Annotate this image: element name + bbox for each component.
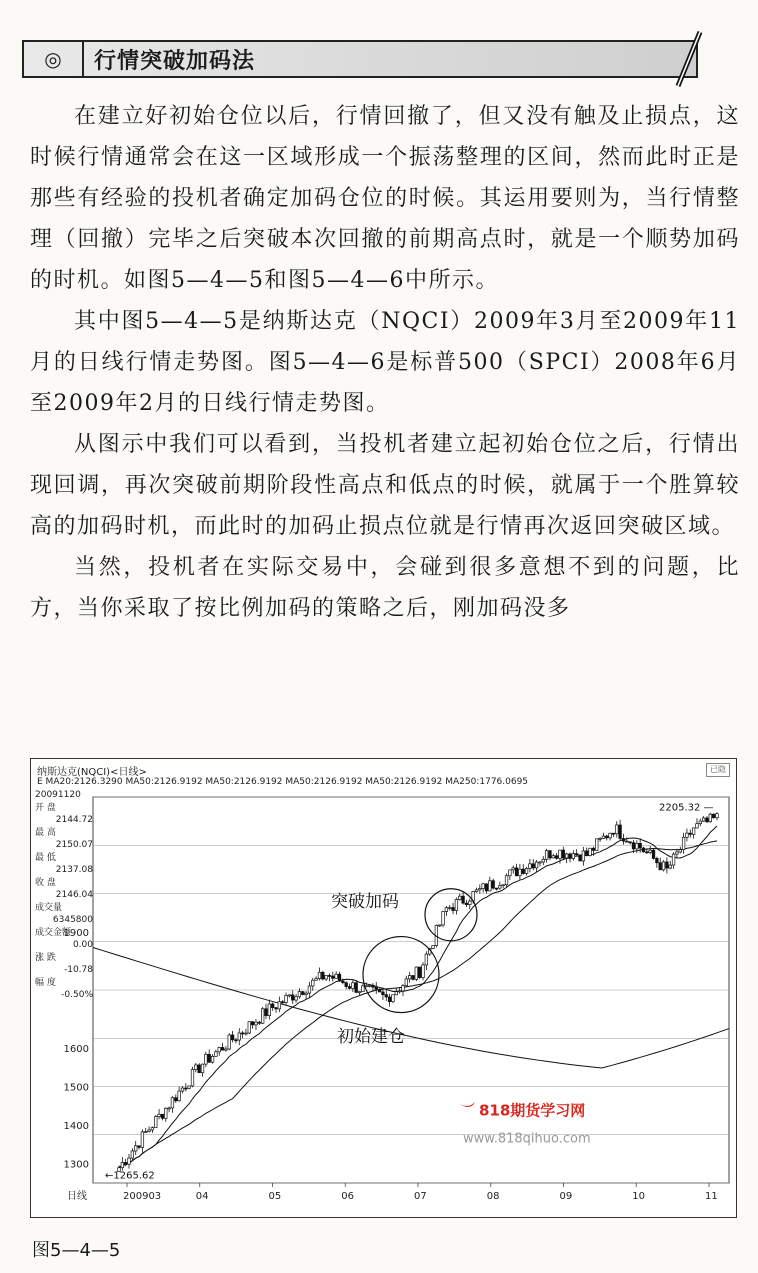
low-price-label: ←1265.62 xyxy=(105,1170,155,1182)
candle-body xyxy=(502,885,505,886)
candle-body xyxy=(682,837,685,849)
info-label: 开 盘 xyxy=(35,802,56,813)
candle-body xyxy=(388,997,391,1002)
candle-body xyxy=(539,862,542,863)
info-label: 收 盘 xyxy=(35,877,56,888)
info-value: -10.78 xyxy=(63,965,93,975)
candle-body xyxy=(625,841,628,842)
candle-body xyxy=(479,889,482,890)
ma250-line xyxy=(93,948,729,1068)
candle-body xyxy=(298,992,301,997)
candle-body xyxy=(358,992,361,993)
paragraph: 从图示中我们可以看到，当投机者建立起初始仓位之后，行情出现回调，再次突破前期阶段性高点和低点的时候，就属于一个胜算较高的加码时机，而此时的加码止损点位就是行情再次返回突破区域。 xyxy=(30,432,740,539)
candle-body xyxy=(455,899,458,910)
candle-body xyxy=(489,881,492,891)
info-label: 成交量 xyxy=(35,902,63,913)
info-value: 2144.72 xyxy=(55,815,93,825)
candle-body xyxy=(432,946,435,949)
x-axis-prefix: 日线 xyxy=(67,1191,87,1202)
candle-body xyxy=(485,884,488,891)
candle-body xyxy=(595,839,598,851)
candle-body xyxy=(569,854,572,858)
candle-body xyxy=(144,1132,147,1133)
candle-body xyxy=(275,1008,278,1009)
candle-body xyxy=(679,850,682,852)
candle-body xyxy=(452,908,455,911)
candle-body xyxy=(669,865,672,868)
section-header xyxy=(22,40,698,78)
candle-body xyxy=(532,864,535,868)
candle-body xyxy=(161,1114,164,1118)
candle-body xyxy=(141,1132,144,1147)
x-tick-label: 200903 xyxy=(123,1191,162,1202)
candle-body xyxy=(218,1047,221,1051)
candle-body xyxy=(392,995,395,1002)
x-tick-label: 04 xyxy=(195,1191,209,1202)
y-tick-label: 1300 xyxy=(63,1159,89,1171)
candle-body xyxy=(241,1033,244,1034)
candle-body xyxy=(271,1004,274,1008)
section-title: 行情突破加码法 xyxy=(94,49,256,74)
candle-body xyxy=(134,1146,137,1151)
candle-body xyxy=(121,1162,124,1167)
candle-body xyxy=(716,814,719,818)
candle-body xyxy=(248,1022,251,1033)
candle-body xyxy=(138,1146,141,1148)
candle-body xyxy=(696,824,699,828)
candle-body xyxy=(185,1088,188,1089)
candle-body xyxy=(499,886,502,888)
candle-body xyxy=(639,843,642,848)
candle-body xyxy=(378,989,381,992)
candle-body xyxy=(191,1069,194,1085)
candle-body xyxy=(305,993,308,994)
candle-body xyxy=(238,1033,241,1040)
candle-body xyxy=(281,1002,284,1003)
candle-body xyxy=(702,818,705,821)
watermark-url: www.818qihuo.com xyxy=(463,1131,591,1147)
candle-body xyxy=(158,1114,161,1116)
info-label: 幅 度 xyxy=(35,977,56,988)
candle-body xyxy=(629,842,632,843)
info-date: 20091120 xyxy=(35,790,81,800)
candle-body xyxy=(656,858,659,862)
candle-body xyxy=(565,854,568,858)
candle-body xyxy=(375,987,378,989)
candle-body xyxy=(672,854,675,865)
high-price-label: 2205.32 — xyxy=(659,802,714,814)
candle-body xyxy=(525,869,528,874)
info-label: 成交金额 xyxy=(35,927,72,938)
candle-body xyxy=(589,848,592,855)
candle-body xyxy=(268,1004,271,1016)
candle-body xyxy=(178,1091,181,1101)
candle-body xyxy=(468,901,471,905)
info-label: 最 低 xyxy=(35,852,56,863)
candle-body xyxy=(188,1086,191,1088)
annotation-initial: 初始建仓 xyxy=(337,1027,405,1048)
candle-body xyxy=(579,855,582,861)
candle-body xyxy=(686,833,689,837)
candle-body xyxy=(505,876,508,885)
candle-body xyxy=(585,851,588,856)
y-tick-label: 1400 xyxy=(63,1121,89,1133)
candle-body xyxy=(291,995,294,1000)
candle-body xyxy=(288,995,291,996)
chart-title: 纳斯达克(NQCI)<日线> xyxy=(37,767,147,778)
candle-body xyxy=(335,974,338,978)
candle-body xyxy=(154,1117,157,1128)
chart-figure xyxy=(30,758,737,1218)
candle-body xyxy=(699,821,702,824)
candle-body xyxy=(205,1054,208,1064)
candle-body xyxy=(198,1065,201,1073)
candle-body xyxy=(465,903,468,905)
candle-body xyxy=(328,975,331,976)
candle-body xyxy=(171,1098,174,1108)
candlestick-chart xyxy=(31,759,735,1215)
candle-body xyxy=(712,814,715,818)
candle-body xyxy=(261,1009,264,1023)
candle-body xyxy=(522,869,525,873)
info-value: 6345800 xyxy=(52,915,93,925)
annotation-breakout: 突破加码 xyxy=(331,892,399,913)
candle-body xyxy=(325,975,328,979)
candle-body xyxy=(692,828,695,834)
info-value: 0.00 xyxy=(72,940,93,950)
candle-body xyxy=(151,1128,154,1130)
candle-body xyxy=(542,859,545,862)
candle-body xyxy=(425,954,428,965)
candle-body xyxy=(342,981,345,983)
candle-body xyxy=(649,850,652,852)
candle-body xyxy=(124,1162,127,1164)
candle-body xyxy=(164,1108,167,1118)
candle-body xyxy=(706,818,709,822)
candle-body xyxy=(602,836,605,838)
candle-body xyxy=(482,884,485,889)
candle-body xyxy=(315,979,318,981)
candle-body xyxy=(545,851,548,860)
candle-body xyxy=(395,992,398,995)
initial-position-circle xyxy=(363,937,439,1013)
ma-long-line xyxy=(119,841,717,1168)
candle-body xyxy=(632,843,635,849)
candle-body xyxy=(529,864,532,869)
candle-body xyxy=(255,1022,258,1025)
candle-body xyxy=(549,851,552,858)
candle-body xyxy=(662,862,665,870)
x-tick-label: 11 xyxy=(705,1191,718,1202)
candle-body xyxy=(462,896,465,903)
info-label: 涨 跌 xyxy=(35,952,56,963)
candle-body xyxy=(609,833,612,838)
candle-body xyxy=(332,976,335,978)
candle-body xyxy=(372,985,375,987)
candle-body xyxy=(285,995,288,1002)
info-value: 2150.07 xyxy=(55,840,93,850)
ma-short-line xyxy=(119,826,717,1168)
ma-legend: E MA20:2126.3290 MA50:2126.9192 MA50:2126.9192 MA50:2126.9192 MA50:2126.9192 MA250:1776.0695 xyxy=(37,777,529,787)
candle-body xyxy=(572,854,575,859)
candle-body xyxy=(345,983,348,987)
candle-body xyxy=(225,1049,228,1050)
candle-body xyxy=(211,1056,214,1062)
candle-body xyxy=(174,1098,177,1101)
candle-body xyxy=(559,850,562,858)
candle-body xyxy=(168,1108,171,1109)
info-value: -0.50% xyxy=(61,990,93,1000)
candle-body xyxy=(201,1064,204,1073)
candle-body xyxy=(709,814,712,822)
candle-body xyxy=(442,911,445,925)
candle-body xyxy=(308,986,311,993)
candle-body xyxy=(605,836,608,838)
candle-body xyxy=(355,983,358,993)
paragraph: 在建立好初始仓位以后，行情回撤了，但又没有触及止损点，这时候行情通常会在这一区域形成一个振荡整理的区间，然而此时正是那些有经验的投机者确定加码仓位的时候。其运用要则为，当行情整理（回撤）完毕之后突破本次回撤的前期高点时，就是一个顺势加码的时机。如图5—4—5和图5—4—6中所示。 xyxy=(30,104,740,293)
candle-body xyxy=(311,980,314,986)
candle-body xyxy=(689,833,692,834)
candle-body xyxy=(208,1054,211,1062)
candle-body xyxy=(245,1033,248,1034)
candle-body xyxy=(582,851,585,861)
candle-body xyxy=(405,979,408,986)
y-tick-label: 1600 xyxy=(63,1043,89,1055)
bullseye-icon: ◎ xyxy=(24,42,84,76)
candle-body xyxy=(408,976,411,979)
candle-body xyxy=(509,870,512,876)
candle-body xyxy=(382,992,385,995)
x-tick-label: 10 xyxy=(632,1191,645,1202)
candle-body xyxy=(412,976,415,980)
candle-body xyxy=(368,985,371,986)
candle-body xyxy=(321,972,324,979)
candle-body xyxy=(515,868,518,876)
y-tick-label: 1900 xyxy=(63,928,89,940)
candle-body xyxy=(251,1022,254,1025)
x-tick-label: 08 xyxy=(486,1191,500,1202)
info-value: 2146.04 xyxy=(55,890,93,900)
candle-body xyxy=(338,974,341,981)
body-text xyxy=(30,96,740,629)
candle-body xyxy=(666,862,669,868)
candle-body xyxy=(228,1035,231,1049)
candle-body xyxy=(646,852,649,853)
candle-body xyxy=(512,868,515,870)
candle-body xyxy=(148,1130,151,1132)
candle-body xyxy=(352,983,355,989)
candle-body xyxy=(215,1052,218,1057)
candle-body xyxy=(385,995,388,997)
breakout-circle xyxy=(425,889,477,941)
candle-body xyxy=(195,1065,198,1070)
candle-body xyxy=(636,843,639,849)
candle-body xyxy=(642,848,645,852)
candle-body xyxy=(448,908,451,909)
chart-control-button[interactable]: 已隐 xyxy=(706,763,730,777)
candle-body xyxy=(619,825,622,839)
candle-body xyxy=(445,908,448,912)
pen-icon xyxy=(668,28,708,92)
candle-body xyxy=(495,888,498,889)
candle-body xyxy=(438,925,441,926)
x-tick-label: 07 xyxy=(414,1191,427,1202)
candle-body xyxy=(235,1040,238,1041)
info-label: 最 高 xyxy=(35,827,56,838)
candle-body xyxy=(348,987,351,989)
candle-body xyxy=(415,967,418,979)
candle-body xyxy=(592,848,595,850)
candle-body xyxy=(231,1035,234,1040)
candle-body xyxy=(181,1088,184,1091)
paragraph: 当然，投机者在实际交易中，会碰到很多意想不到的问题，比方，当你采取了按比例加码的策略之后，刚加码没多 xyxy=(30,555,740,621)
candle-body xyxy=(676,852,679,854)
candle-body xyxy=(575,854,578,855)
candle-body xyxy=(652,850,655,858)
candle-body xyxy=(278,1002,281,1009)
candle-body xyxy=(562,850,565,858)
candle-body xyxy=(418,967,421,977)
x-tick-label: 06 xyxy=(341,1191,354,1202)
candle-body xyxy=(475,890,478,892)
candle-body xyxy=(615,825,618,834)
candle-body xyxy=(519,869,522,876)
candle-body xyxy=(301,992,304,995)
candle-body xyxy=(221,1047,224,1050)
candle-body xyxy=(552,856,555,858)
y-tick-label: 1500 xyxy=(63,1082,89,1094)
candle-body xyxy=(362,986,365,992)
candle-body xyxy=(612,833,615,834)
candle-body xyxy=(318,972,321,978)
candle-body xyxy=(131,1151,134,1158)
candle-body xyxy=(622,839,625,842)
watermark-brand: 818期货学习网 xyxy=(479,1101,586,1120)
figure-caption: 图5—4—5 xyxy=(32,1240,121,1261)
paragraph: 其中图5—4—5是纳斯达克（NQCI）2009年3月至2009年11月的日线行情走势图。图5—4—6是标普500（SPCI）2008年6月至2009年2月的日线行情走势图。 xyxy=(30,309,740,416)
candle-body xyxy=(458,896,461,899)
info-value: 2137.08 xyxy=(55,865,93,875)
candle-body xyxy=(492,881,495,888)
candle-body xyxy=(398,991,401,992)
candle-body xyxy=(128,1158,131,1164)
candle-body xyxy=(295,997,298,1000)
candle-body xyxy=(422,965,425,978)
candle-body xyxy=(555,856,558,859)
x-tick-label: 09 xyxy=(559,1191,573,1202)
candle-body xyxy=(535,862,538,868)
candle-body xyxy=(265,1009,268,1016)
candle-body xyxy=(599,838,602,839)
candle-body xyxy=(258,1022,261,1023)
x-tick-label: 05 xyxy=(268,1191,282,1202)
candle-body xyxy=(659,863,662,870)
candle-body xyxy=(402,986,405,991)
brand-logo-icon xyxy=(459,1101,475,1107)
